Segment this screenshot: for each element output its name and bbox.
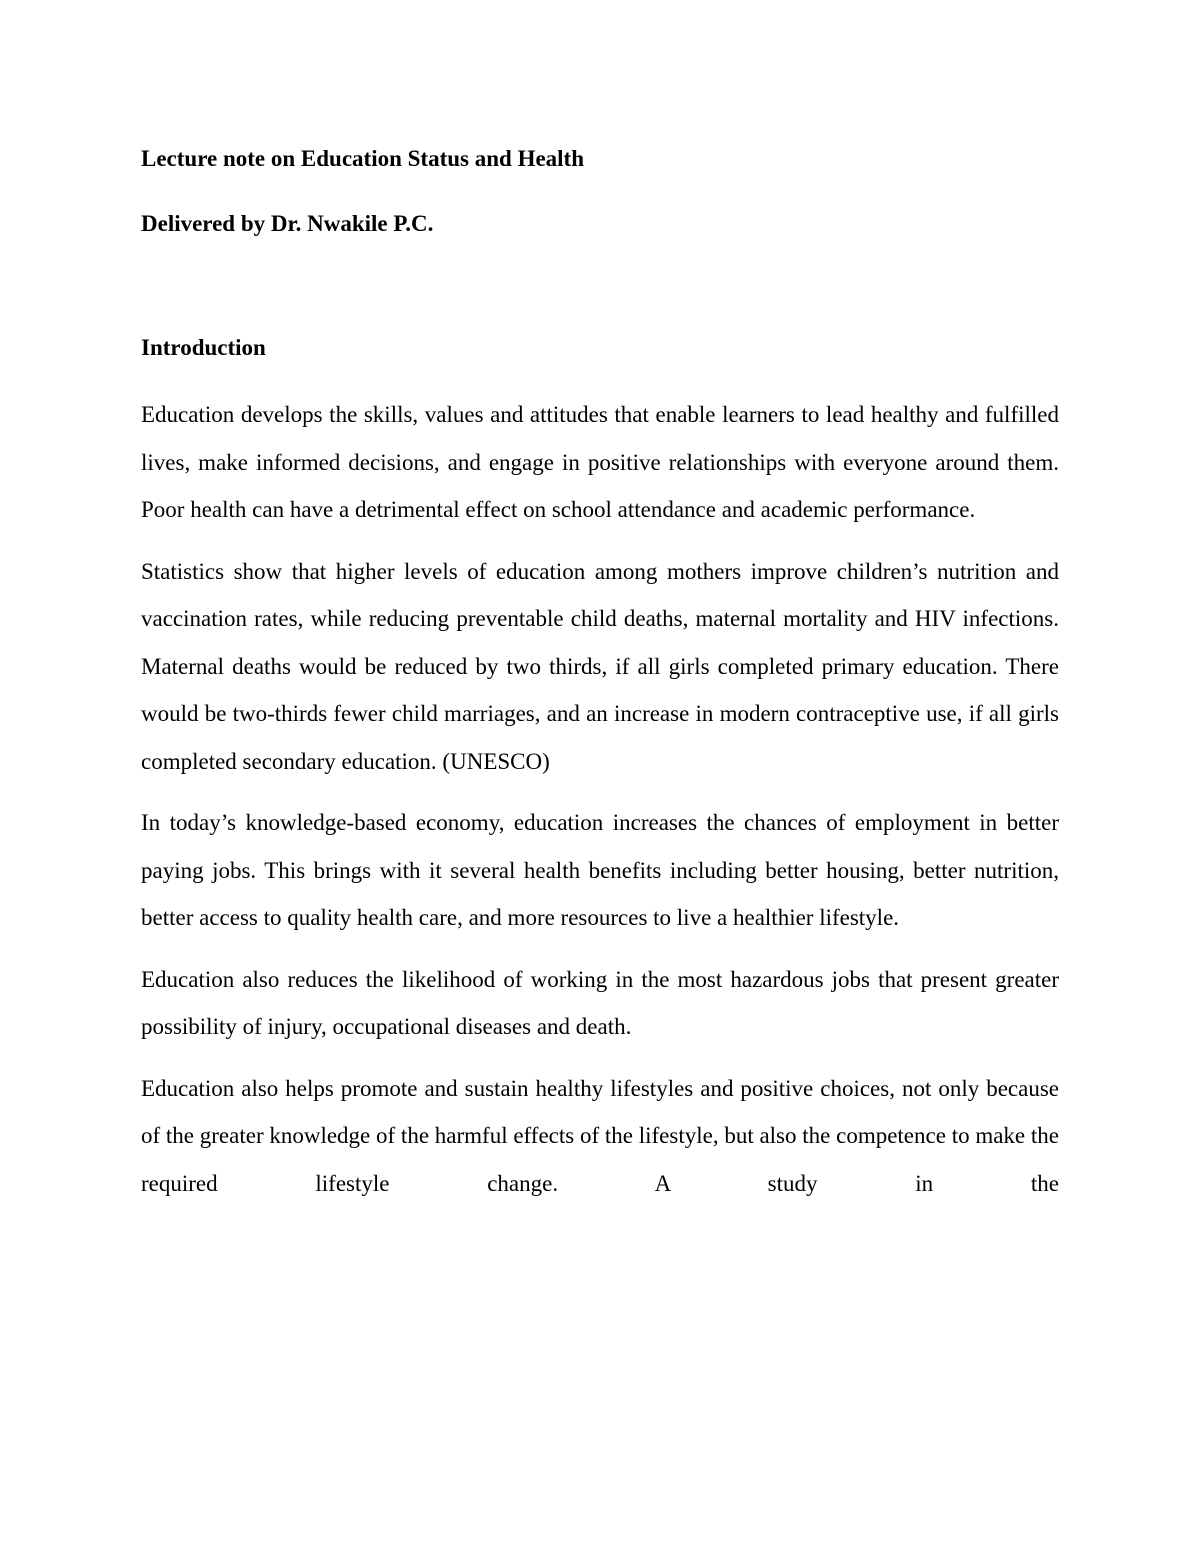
paragraph-2: Statistics show that higher levels of education among mothers improve children’s nutrition and vaccination rates, while reducing preventable child deaths, maternal mortality and HIV infections. Maternal deaths would be reduced by two thirds, if all girls completed primary education. There would be two-thirds fewer child marriages, and an increase in modern contraceptive use, if all girls completed secondary education. (UNESCO) — [141, 558, 1059, 774]
paragraph-4: Education also reduces the likelihood of working in the most hazardous jobs that present greater possibility of injury, occupational diseases and death. — [141, 966, 1059, 1039]
paragraph-1: Education develops the skills, values and attitudes that enable learners to lead healthy and fulfilled lives, make informed decisions, and engage in positive relationships with everyone around them. Poor health can have a detrimental effect on school attendance and academic performance. — [141, 402, 1059, 522]
paragraph-3: In today’s knowledge-based economy, education increases the chances of employment in better paying jobs. This brings with it several health benefits including better housing, better nutrition, better access to quality health care, and more resources to live a healthier lifestyle. — [141, 810, 1059, 930]
document-body — [141, 139, 1059, 1221]
document-title: Lecture note on Education Status and Health — [141, 146, 585, 171]
paragraph-5: Education also helps promote and sustain healthy lifestyles and positive choices, not only because of the greater knowledge of the harmful effects of the lifestyle, but also the competence to make the required lifestyle change. A study in the — [141, 1075, 1059, 1196]
document-author: Delivered by Dr. Nwakile P.C. — [141, 211, 434, 236]
section-heading-introduction: Introduction — [141, 335, 266, 360]
